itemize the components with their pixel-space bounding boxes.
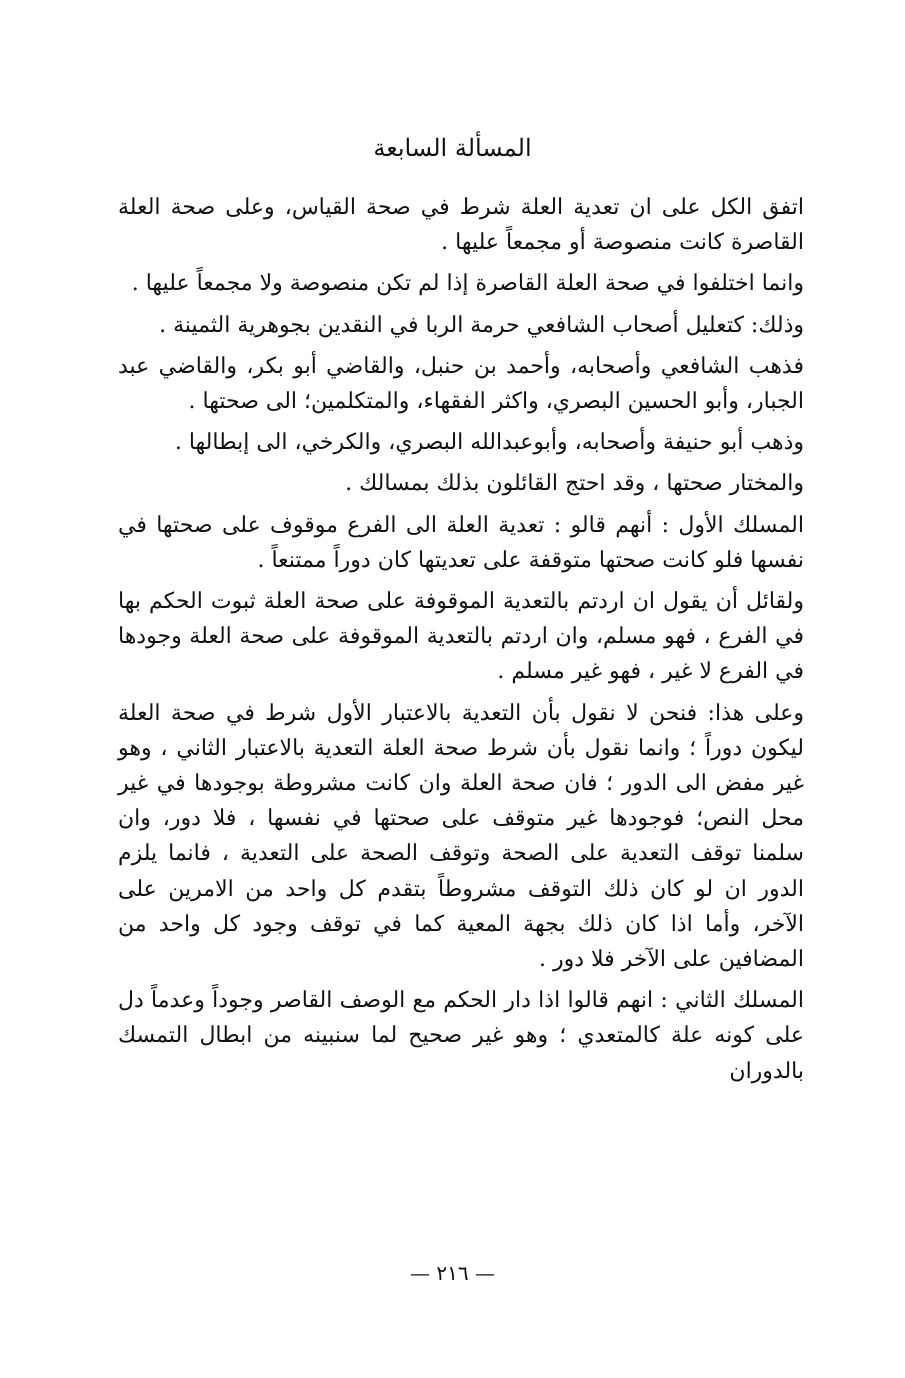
paragraph: ولقائل أن يقول ان اردتم بالتعدية الموقوفة على صحة العلة ثبوت الحكم بها في الفرع ، فهو مسلم، وان اردتم بالتعدية الموقوفة على صحة العلة وجودها في الفرع لا غير ، فهو غير مسلم . xyxy=(118,589,804,685)
paragraph: المسلك الأول : أنهم قالو : تعدية العلة الى الفرع موقوف على صحتها في نفسها فلو كانت صحتها متوقفة على تعديتها كان دوراً ممتنعاً . xyxy=(118,512,804,573)
paragraph: فذهب الشافعي وأصحابه، وأحمد بن حنبل، والقاضي أبو بكر، والقاضي عبد الجبار، وأبو الحسين البصري، واكثر الفقهاء، والمتكلمين؛ الى صحتها . xyxy=(118,353,804,415)
section-title: المسألة السابعة xyxy=(373,134,532,162)
paragraph: وذلك: كتعليل أصحاب الشافعي حرمة الربا في النقدين بجوهرية الثمينة . xyxy=(159,312,804,338)
body-text xyxy=(118,190,804,1095)
paragraph: وذهب أبو حنيفة وأصحابه، وأبوعبدالله البصري، والكرخي، الى إبطالها . xyxy=(174,430,804,456)
paragraph: المسلك الثاني : انهم قالوا اذا دار الحكم مع الوصف القاصر وجوداً وعدماً دل على كونه علة كالمتعدي ؛ وهو غير صحيح لما سنبينه من ابطال التمسك بالدوران xyxy=(118,988,804,1084)
paragraph: وانما اختلفوا في صحة العلة القاصرة إذا لم تكن منصوصة ولا مجمعاً عليها . xyxy=(131,271,804,297)
paragraph: والمختار صحتها ، وقد احتج القائلون بذلك بمسالك . xyxy=(345,471,804,497)
paragraph: اتفق الكل على ان تعدية العلة شرط في صحة القياس، وعلى صحة العلة القاصرة كانت منصوصة أو مجمعاً عليها . xyxy=(118,195,804,256)
paragraph: وعلى هذا: فنحن لا نقول بأن التعدية بالاعتبار الأول شرط في صحة العلة ليكون دوراً ؛ وانما نقول بأن شرط صحة العلة التعدية بالاعتبار الثاني ، وهو غير مفض الى الدور ؛ فان صحة العلة وان كانت مشروطة بوجودها في غير محل النص؛ فوجودها غير متوقف على صحتها في نفسها ، فلا دور، وان سلمنا توقف التعدية على الصحة وتوقف الصحة على التعدية ، فانما يلزم الدور ان لو كان ذلك التوقف مشروطاً بتقدم كل واحد من الامرين على الآخر، وأما اذا كان ذلك بجهة المعية كما في توقف وجود كل واحد من المضافين على الآخر فلا دور . xyxy=(118,700,804,973)
page-number: — ٢١٦ — xyxy=(410,1261,495,1285)
